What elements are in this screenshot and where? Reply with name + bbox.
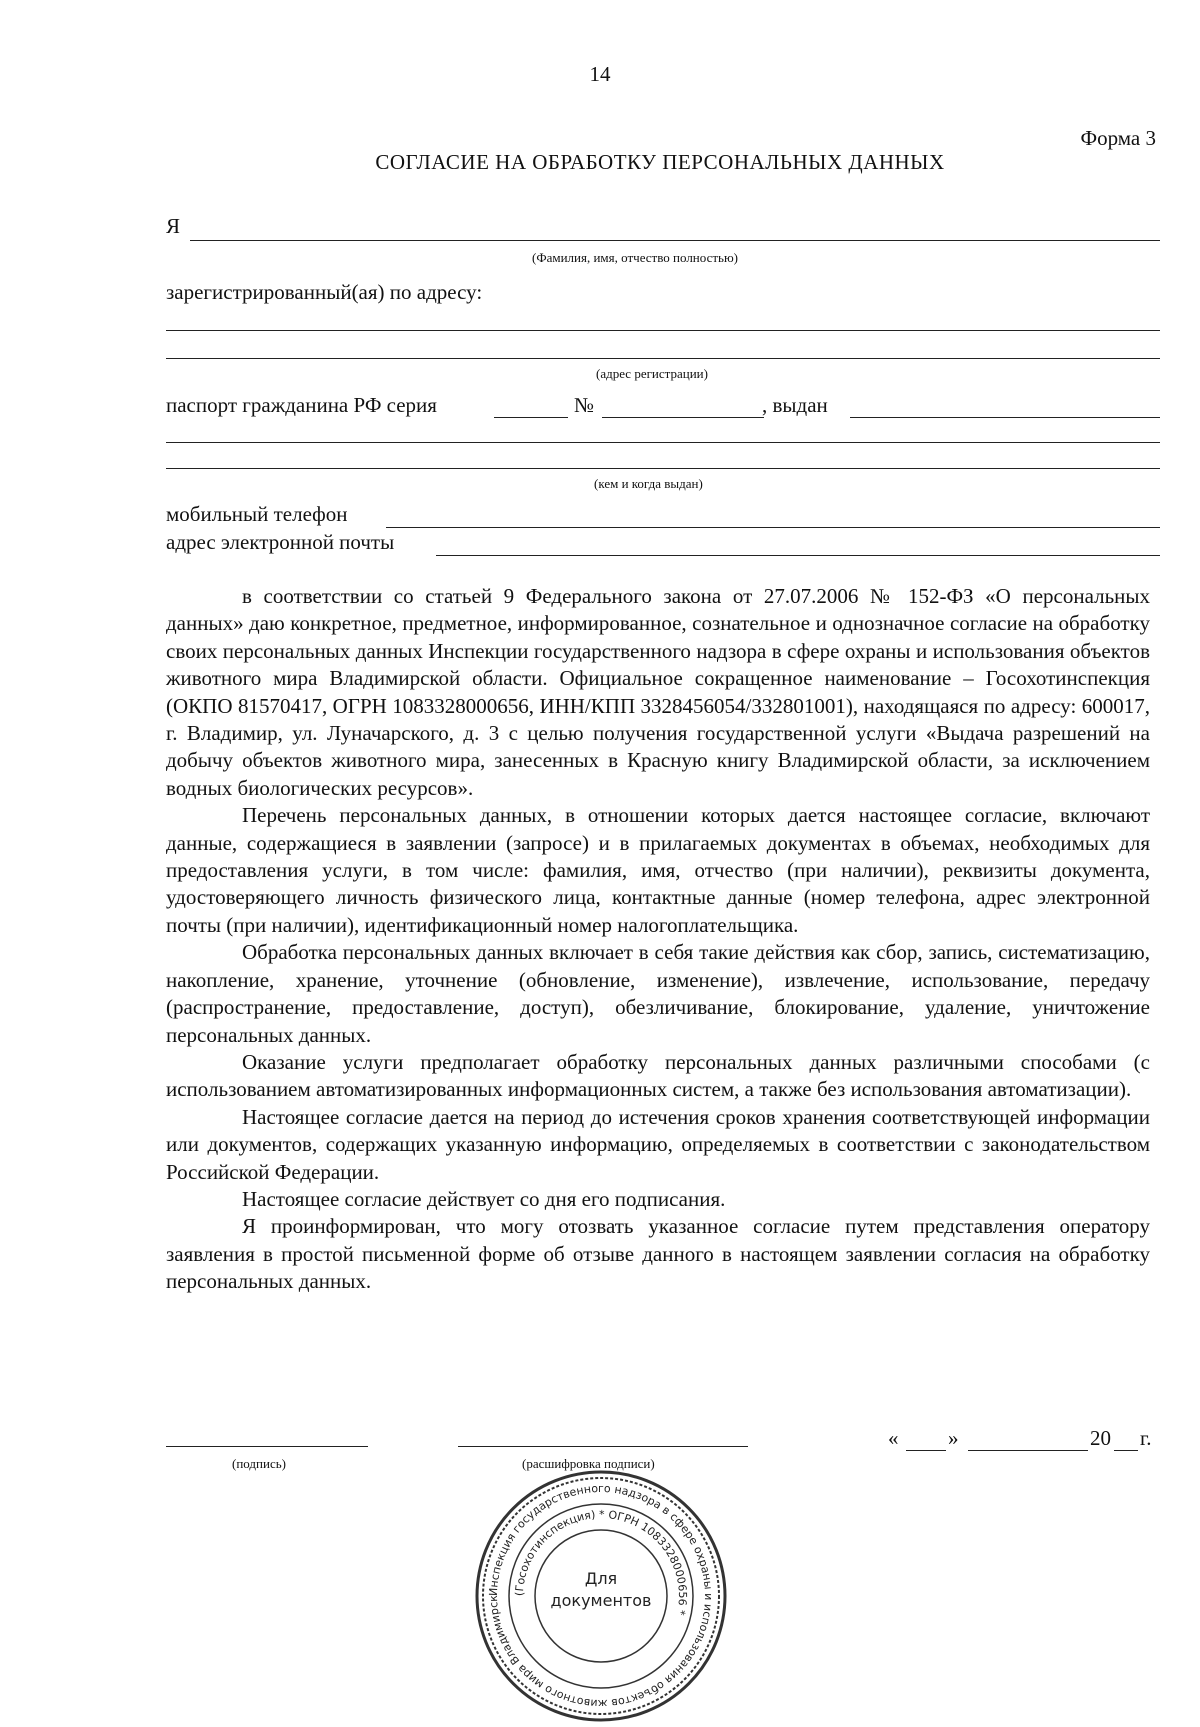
signature-decode-caption: (расшифровка подписи)	[522, 1456, 655, 1471]
stamp-center-text	[475, 1568, 727, 1612]
passport-number-label: №	[574, 393, 595, 417]
date-day-field[interactable]	[906, 1450, 946, 1451]
email-label: адрес электронной почты	[166, 530, 395, 554]
registered-label: зарегистрированный(ая) по адресу:	[166, 280, 483, 304]
consent-paragraph-4: Оказание услуги предполагает обработку персональных данных различными способами (с использованием автоматизированных информационных систем, а также без использования автоматизации).	[166, 1049, 1150, 1102]
consent-paragraph-2: Перечень персональных данных, в отношении которых дается настоящее согласие, включают данные, содержащиеся в заявлении (запросе) и в прилагаемых документах в объемах, необходимых для предоставления услуги, в том числе: фамилия, имя, отчество (при наличии), реквизиты документа, удостоверяющего личность физического лица, контактные данные (номер телефона, адрес электронной почты (при наличии), идентификационный номер налогоплательщика.	[166, 803, 1150, 937]
phone-field[interactable]	[386, 527, 1160, 528]
consent-paragraph-6: Настоящее согласие действует со дня его подписания.	[242, 1186, 726, 1211]
phone-label: мобильный телефон	[166, 502, 348, 526]
signature-caption: (подпись)	[232, 1456, 286, 1471]
document-title: СОГЛАСИЕ НА ОБРАБОТКУ ПЕРСОНАЛЬНЫХ ДАННЫХ	[375, 150, 945, 174]
form-number: Форма 3	[1080, 126, 1156, 150]
address-caption: (адрес регистрации)	[596, 366, 708, 381]
consent-paragraph-5: Настоящее согласие дается на период до истечения сроков хранения соответствующей информации или документов, содержащих указанную информацию, определяемых в соответствии с законодательством Российской Федерации.	[166, 1104, 1150, 1184]
issued-line-2[interactable]	[166, 442, 1160, 443]
signature-decode-line[interactable]	[458, 1446, 748, 1447]
date-year-field[interactable]	[1114, 1450, 1138, 1451]
page-number: 14	[589, 62, 611, 86]
date-close-quote: »	[948, 1426, 959, 1450]
date-year-prefix: 20	[1090, 1426, 1111, 1450]
date-open-quote: «	[888, 1426, 899, 1450]
official-stamp	[475, 1470, 727, 1722]
consent-paragraph-7: Я проинформирован, что могу отозвать указанное согласие путем представления оператору заявления в простой письменной форме об отзыве данного в настоящем заявлении согласия на обработку персональных данных.	[166, 1214, 1150, 1294]
consent-paragraph-3: Обработка персональных данных включает в себя такие действия как сбор, запись, систематизацию, накопление, хранение, уточнение (обновление, изменение), извлечение, использование, передачу (распространение, предоставление, доступ), обезличивание, блокирование, удаление, уничтожение персональных данных.	[166, 940, 1150, 1047]
consent-body	[166, 583, 1150, 1296]
email-field[interactable]	[436, 555, 1160, 556]
fio-line[interactable]	[190, 240, 1160, 241]
stamp-center-line-1: Для	[584, 1569, 618, 1588]
issued-line-3[interactable]	[166, 468, 1160, 469]
issued-label: , выдан	[762, 393, 828, 417]
passport-number-field[interactable]	[602, 417, 764, 418]
address-line-2[interactable]	[166, 358, 1160, 359]
issued-caption: (кем и когда выдан)	[594, 476, 703, 491]
issued-field[interactable]	[850, 417, 1160, 418]
consent-paragraph-1: в соответствии со статьей 9 Федерального закона от 27.07.2006 № 152-ФЗ «О персональных данных» даю конкретное, предметное, информированное, сознательное и однозначное согласие на обработку своих персональных данных Инспекции государственного надзора в сфере охраны и использования объектов животного мира Владимирской области. Официальное сокращенное наименование – Госохотинспекция (ОКПО 81570417, ОГРН 1083328000656, ИНН/КПП 3328456054/332801001), находящаяся по адресу: 600017, г. Владимир, ул. Луначарского, д. 3 с целью получения государственной услуги «Выдача разрешений на добычу объектов животного мира, занесенных в Красную книгу Владимирской области, за исключением водных биологических ресурсов».	[166, 584, 1150, 800]
date-month-field[interactable]	[968, 1450, 1088, 1451]
i-label: Я	[166, 214, 181, 238]
stamp-outer-text: Инспекция государственного надзора в сфере охраны и использования объектов животного мира Владимирск	[486, 1481, 716, 1711]
address-line-1[interactable]	[166, 330, 1160, 331]
passport-series-field[interactable]	[494, 417, 568, 418]
stamp-center-line-2: документов	[550, 1591, 652, 1610]
passport-label: паспорт гражданина РФ серия	[166, 393, 437, 417]
stamp-inner-text: (Госохотинспекция) * ОГРН 1083328000656 *	[512, 1507, 690, 1617]
date-year-suffix: г.	[1140, 1426, 1152, 1450]
signature-line[interactable]	[166, 1446, 368, 1447]
fio-caption: (Фамилия, имя, отчество полностью)	[532, 250, 739, 265]
